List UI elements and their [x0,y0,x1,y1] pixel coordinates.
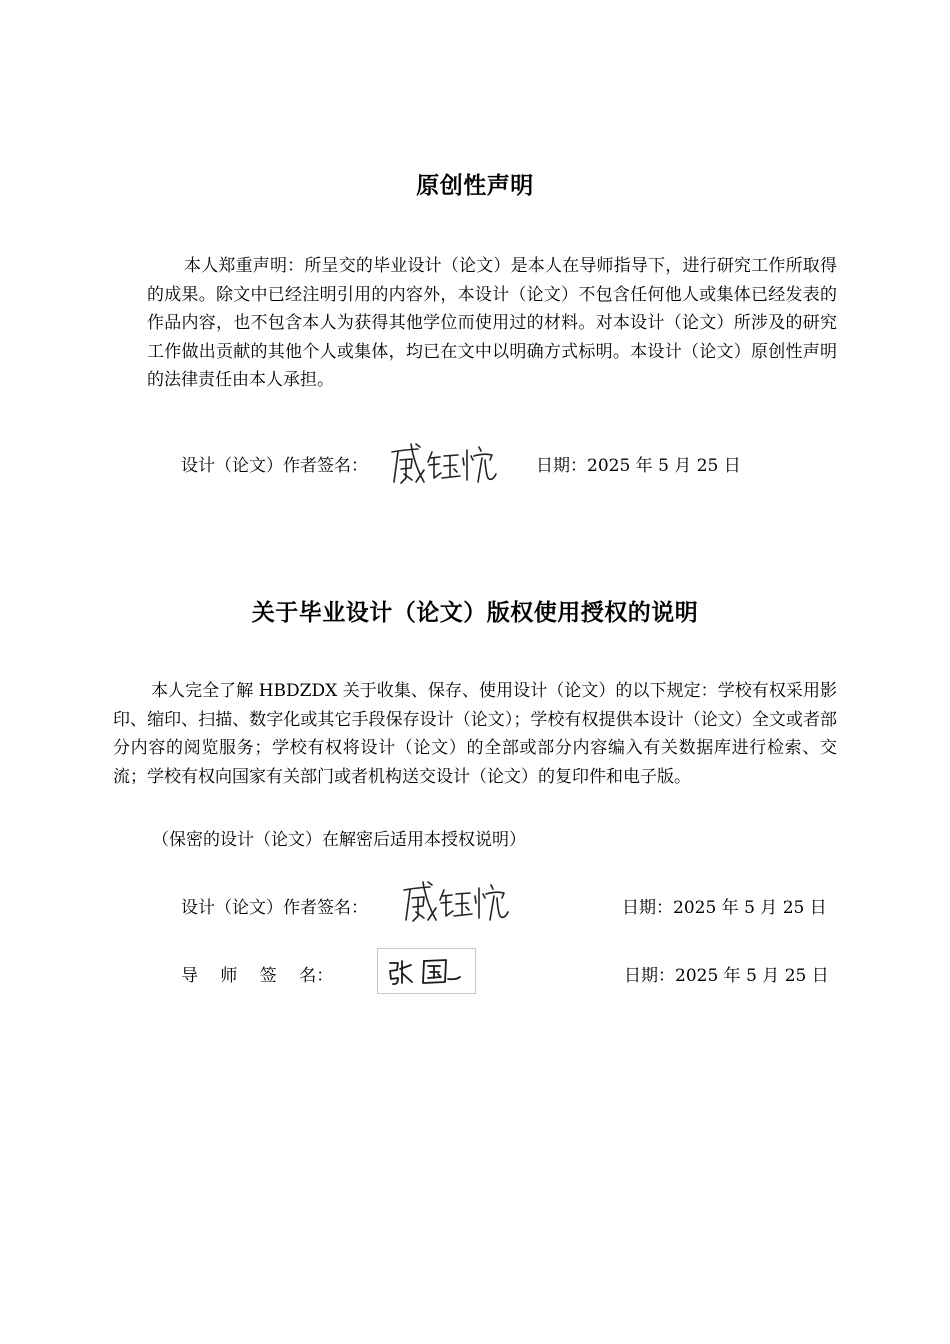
originality-title: 原创性声明 [416,172,534,199]
originality-date: 日期：2025 年 5 月 25 日 [536,456,741,476]
authorization-note: （保密的设计（论文）在解密后适用本授权说明） [152,830,526,850]
originality-body: 本人郑重声明：所呈交的毕业设计（论文）是本人在导师指导下，进行研究工作所取得的成果。除文中已经注明引用的内容外，本设计（论文）不包含任何他人或集体已经发表的作品内容，也不包含本人为获得其他学位而使用过的材料。对本设计（论文）所涉及的研究工作做出贡献的其他个人或集体，均已在文中以明确方式标明。本设计（论文）原创性声明的法律责任由本人承担。 [147,256,837,390]
advisor-sign-label: 导 师 签 名： [181,966,334,986]
authorization-title: 关于毕业设计（论文）版权使用授权的说明 [251,599,699,626]
originality-author-signature [384,438,499,490]
authorization-body: 本人完全了解 HBDZDX 关于收集、保存、使用设计（论文）的以下规定：学校有权采用影印、缩印、扫描、数字化或其它手段保存设计（论文）；学校有权提供本设计（论文）全文或者部分内容的阅览服务；学校有权将设计（论文）的全部或部分内容编入有关数据库进行检索、交流；学校有权向国家有关部门或者机构送交设计（论文）的复印件和电子版。 [113,681,837,787]
authorization-author-signature [396,876,511,928]
authorization-author-date: 日期：2025 年 5 月 25 日 [622,898,827,918]
advisor-signature [377,948,476,994]
advisor-date: 日期：2025 年 5 月 25 日 [624,966,829,986]
originality-author-sign-label: 设计（论文）作者签名： [181,456,368,476]
authorization-author-sign-label: 设计（论文）作者签名： [181,898,368,918]
